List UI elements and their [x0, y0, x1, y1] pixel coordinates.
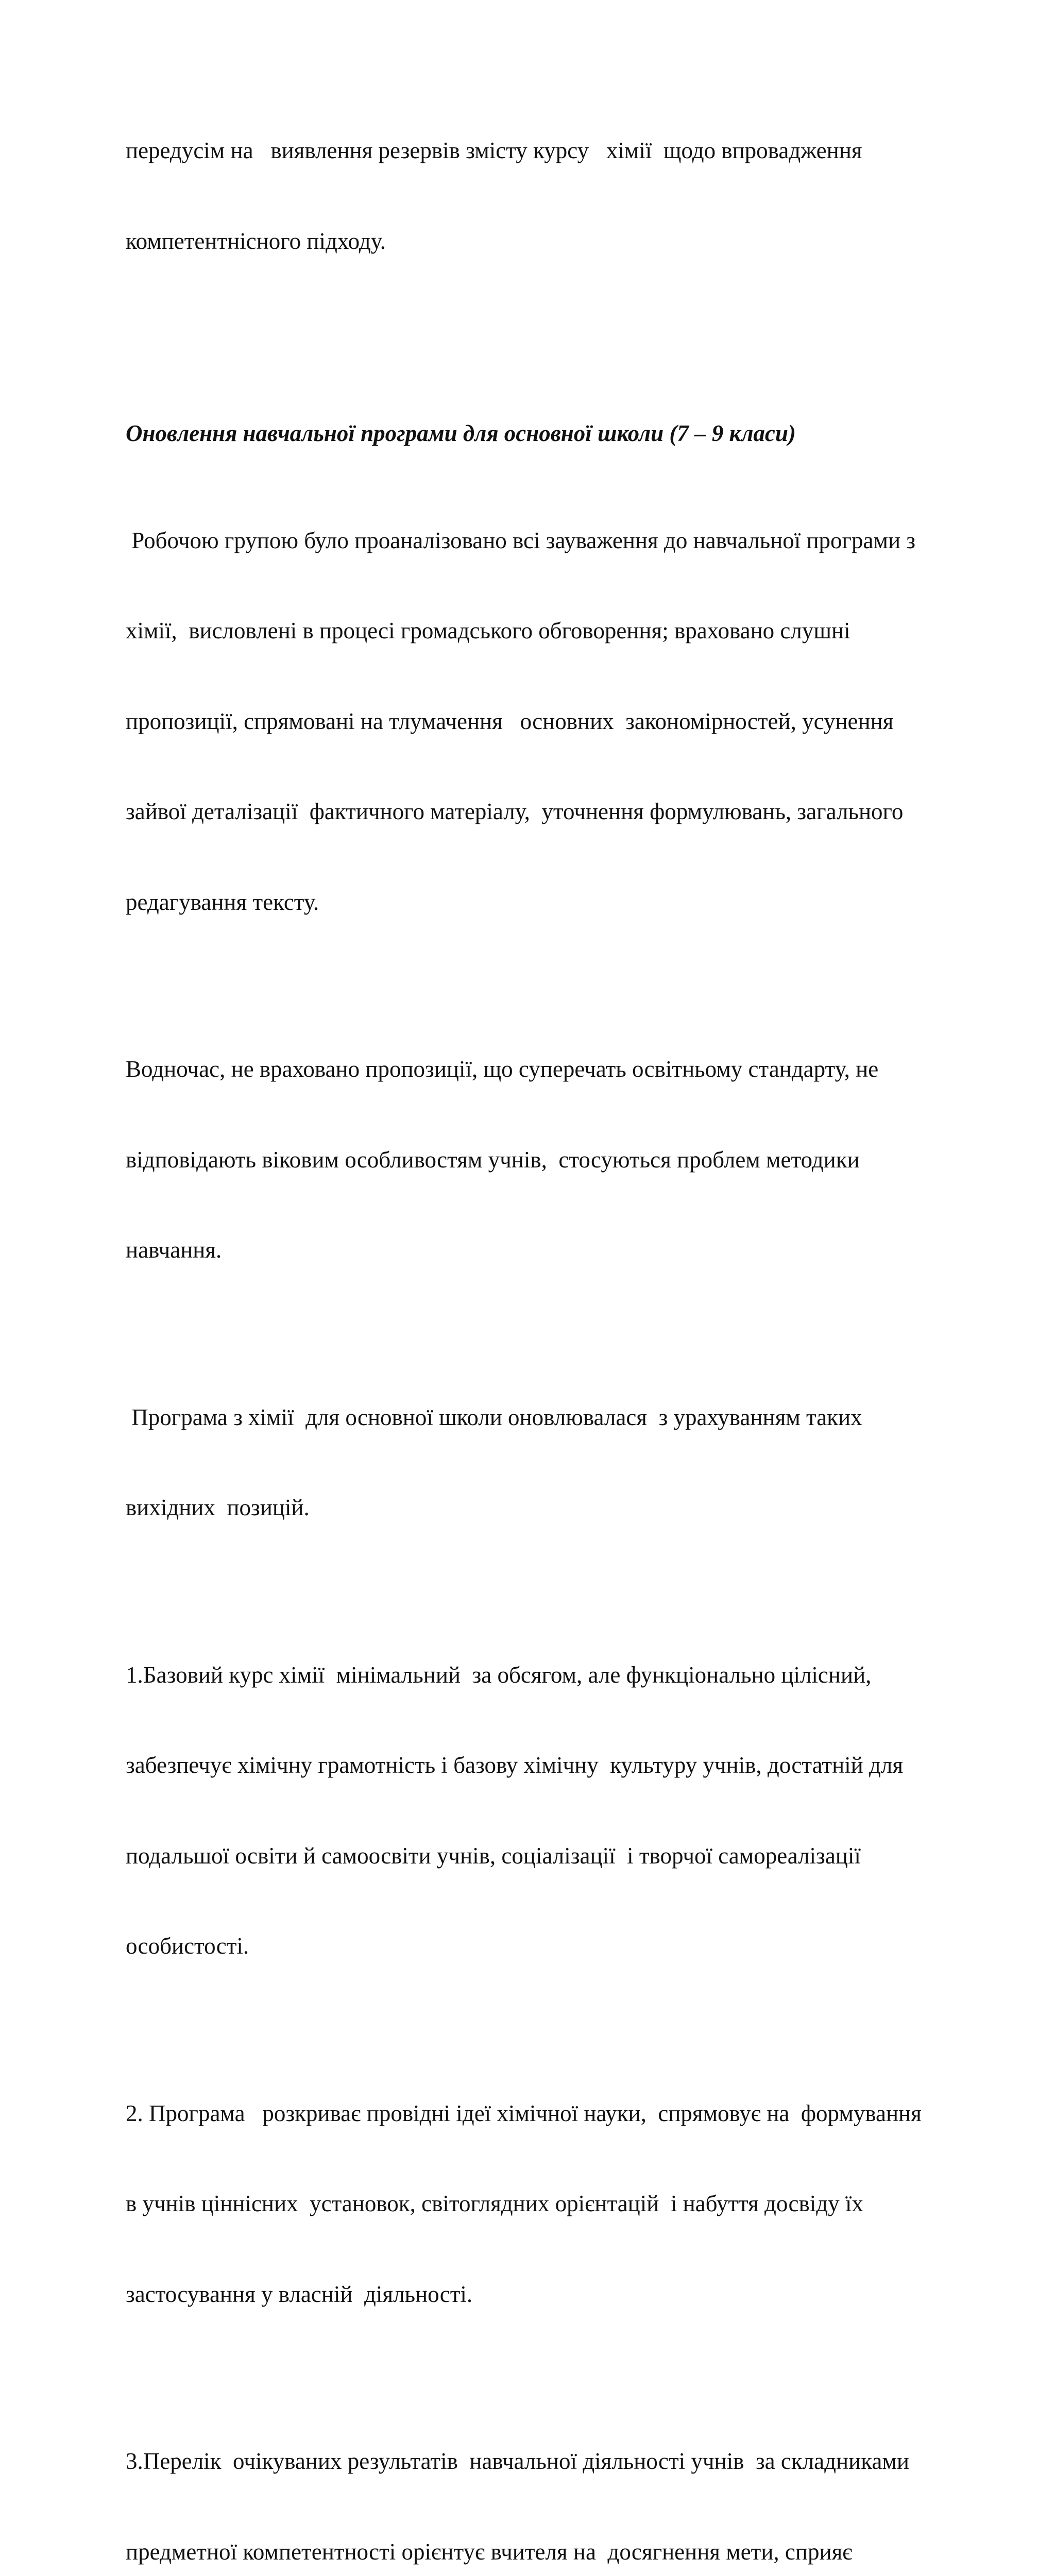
document-page	[126, 75, 991, 2576]
text-line: вихідних позицій.	[126, 1495, 310, 1520]
spacer	[126, 316, 991, 418]
text-line: хімії, висловлені в процесі громадського обговорення; враховано слушні	[126, 618, 850, 643]
paragraph-working-group	[126, 465, 991, 978]
list-item-2	[126, 2038, 991, 2370]
text-line: особистості.	[126, 1933, 249, 1959]
text-line: відповідають віковим особливостям учнів, стосуються проблем методики	[126, 1146, 860, 1173]
text-line: Робочою групою було проаналізовано всі зауваження до навчальної програми з	[126, 527, 916, 553]
spacer	[126, 2369, 991, 2386]
text-line: 2. Програма розкриває провідні ідеї хімічної науки, спрямовує на формування	[126, 2100, 922, 2126]
text-line: пропозиції, спрямовані на тлумачення основних закономірностей, усунення	[126, 708, 894, 734]
spacer	[126, 2022, 991, 2038]
text-line: компетентнісного підходу.	[126, 228, 386, 254]
text-line: забезпечує хімічну грамотність і базову хімічну культуру учнів, достатній для	[126, 1752, 904, 1778]
text-line: предметної компетентності орієнтує вчителя на досягнення мети, сприяє	[126, 2538, 853, 2565]
text-line: Водночас, не враховано пропозиції, що суперечать освітньому стандарту, не	[126, 1056, 879, 1082]
text-line: передусім на виявлення резервів змісту курсу хімії щодо впровадження	[126, 138, 862, 163]
list-item-3	[126, 2386, 991, 2576]
intro-paragraph	[126, 75, 991, 316]
spacer	[126, 449, 991, 465]
text-line: зайвої деталізації фактичного матеріалу, уточнення формулювань, загального	[126, 799, 904, 824]
paragraph-initial-positions	[126, 1342, 991, 1583]
spacer	[126, 1326, 991, 1342]
spacer	[126, 977, 991, 994]
section-heading-update-program: Оновлення навчальної програми для основної школи (7 – 9 класи)	[126, 420, 796, 446]
text-line: редагування тексту.	[126, 889, 319, 915]
spacer	[126, 1583, 991, 1600]
text-line: навчання.	[126, 1237, 222, 1263]
paragraph-not-considered	[126, 994, 991, 1326]
text-line: подальшої освіти й самоосвіти учнів, соціалізації і творчої самореалізації	[126, 1842, 861, 1869]
list-item-1	[126, 1600, 991, 2022]
text-line: застосування у власній діяльності.	[126, 2281, 473, 2307]
text-line: 1.Базовий курс хімії мінімальний за обсягом, але функціонально цілісний,	[126, 1662, 872, 1688]
text-line: в учнів ціннісних установок, світоглядних орієнтацій і набуття досвіду їх	[126, 2191, 863, 2216]
text-line: 3.Перелік очікуваних результатів навчальної діяльності учнів за складниками	[126, 2448, 909, 2474]
text-line: Програма з хімії для основної школи оновлювалася з урахуванням таких	[126, 1404, 862, 1430]
